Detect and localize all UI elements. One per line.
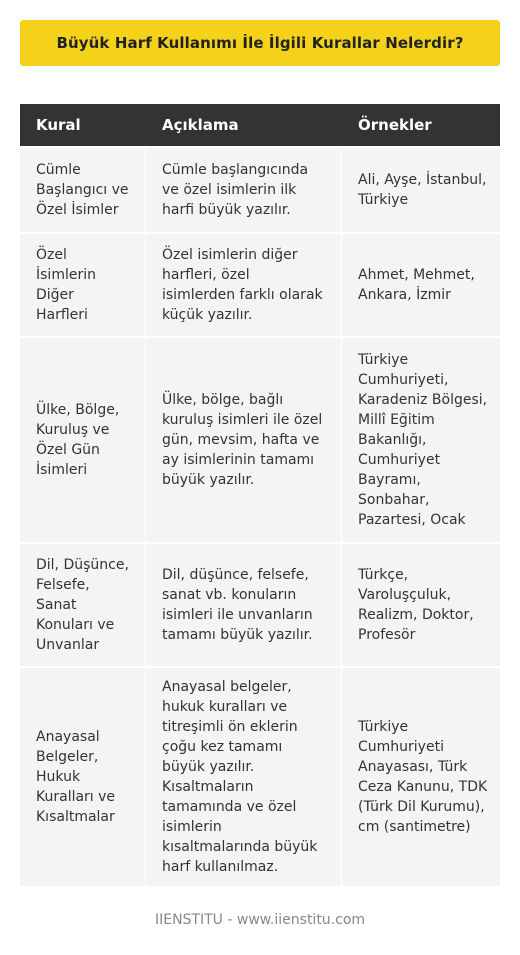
table-header-row bbox=[20, 104, 500, 148]
rule-cell bbox=[20, 338, 145, 542]
description-text: Ülke, bölge, bağlı kuruluş isimleri ile özel gün, mevsim, hafta ve ay isimlerinin tamamı büyük yazılır. bbox=[162, 392, 323, 488]
description-text: Dil, düşünce, felsefe, sanat vb. konuların isimleri ile unvanların tamamı büyük yazılır. bbox=[162, 567, 313, 643]
description-cell bbox=[145, 234, 341, 336]
examples-cell bbox=[341, 148, 500, 232]
rule-cell bbox=[20, 544, 145, 666]
header-kural bbox=[20, 115, 145, 135]
table-row bbox=[20, 148, 500, 234]
description-text: Anayasal belgeler, hukuk kuralları ve titreşimli ön eklerin çoğu kez tamamı büyük yazılır. Kısaltmaların tamamında ve özel isimlerin kısaltmalarında büyük harf kullanılmaz. bbox=[162, 679, 318, 875]
table-row bbox=[20, 544, 500, 668]
description-text: Özel isimlerin diğer harfleri, özel isimlerden farklı olarak küçük yazılır. bbox=[162, 247, 323, 323]
examples-cell bbox=[341, 544, 500, 666]
title-banner bbox=[20, 20, 500, 66]
rule-text: Özel İsimlerin Diğer Harfleri bbox=[36, 247, 96, 323]
table-row bbox=[20, 668, 500, 888]
rule-cell bbox=[20, 234, 145, 336]
description-cell bbox=[145, 668, 341, 886]
rule-text: Ülke, Bölge, Kuruluş ve Özel Gün İsimleri bbox=[36, 402, 120, 478]
examples-text: Türkiye Cumhuriyeti Anayasası, Türk Ceza Kanunu, TDK (Türk Dil Kurumu), cm (santimetre) bbox=[358, 719, 488, 835]
examples-cell bbox=[341, 234, 500, 336]
description-cell bbox=[145, 544, 341, 666]
description-cell bbox=[145, 338, 341, 542]
header-label: Açıklama bbox=[162, 116, 239, 134]
header-label: Kural bbox=[36, 116, 81, 134]
page-title: Büyük Harf Kullanımı İle İlgili Kurallar Nelerdir? bbox=[56, 34, 464, 52]
rule-text: Anayasal Belgeler, Hukuk Kuralları ve Kısaltmalar bbox=[36, 729, 116, 825]
rule-text: Dil, Düşünce, Felsefe, Sanat Konuları ve Unvanlar bbox=[36, 557, 129, 653]
description-cell bbox=[145, 148, 341, 232]
description-text: Cümle başlangıcında ve özel isimlerin ilk harfi büyük yazılır. bbox=[162, 162, 309, 218]
rule-cell bbox=[20, 668, 145, 886]
rule-cell bbox=[20, 148, 145, 232]
rules-table bbox=[20, 104, 500, 888]
examples-text: Türkçe, Varoluşçuluk, Realizm, Doktor, Profesör bbox=[358, 567, 474, 643]
rule-text: Cümle Başlangıcı ve Özel İsimler bbox=[36, 162, 129, 218]
header-label: Örnekler bbox=[358, 116, 432, 134]
examples-text: Ahmet, Mehmet, Ankara, İzmir bbox=[358, 267, 475, 303]
header-aciklama bbox=[145, 115, 341, 135]
examples-text: Ali, Ayşe, İstanbul, Türkiye bbox=[358, 172, 487, 208]
footer-credit: IIENSTITU - www.iienstitu.com bbox=[154, 912, 366, 928]
examples-cell bbox=[341, 338, 500, 542]
examples-text: Türkiye Cumhuriyeti, Karadeniz Bölgesi, Millî Eğitim Bakanlığı, Cumhuriyet Bayramı, Sonbahar, Pazartesi, Ocak bbox=[358, 352, 488, 528]
table-row bbox=[20, 338, 500, 544]
table-row bbox=[20, 234, 500, 338]
examples-cell bbox=[341, 668, 500, 886]
header-ornekler bbox=[341, 115, 500, 135]
